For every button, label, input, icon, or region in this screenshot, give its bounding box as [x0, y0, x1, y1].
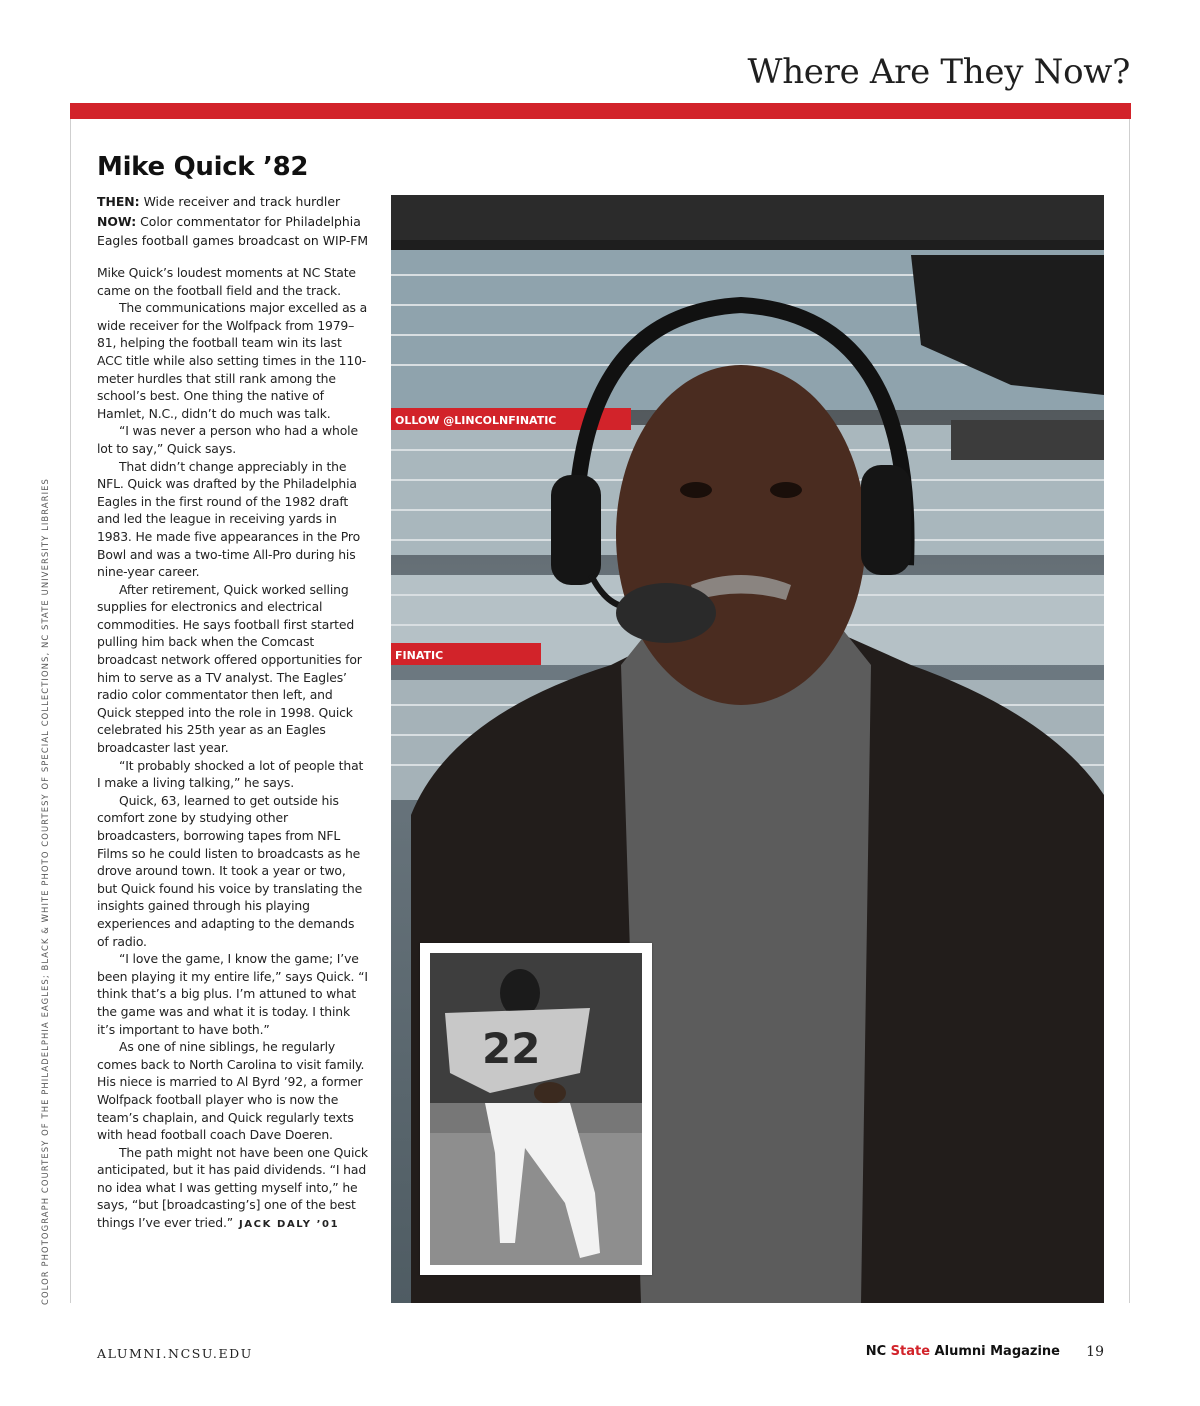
right-eye [770, 482, 802, 498]
football-icon [534, 1082, 566, 1104]
paragraph: Mike Quick’s loudest moments at NC State came on the football field and the track. [97, 265, 356, 298]
brand-state: State [890, 1344, 931, 1359]
footer-url: ALUMNI.NCSU.EDU [97, 1346, 253, 1361]
article-body [97, 264, 369, 1234]
jersey-number: 22 [482, 1024, 541, 1073]
now-line [97, 212, 369, 250]
paragraph: “I was never a person who had a whole lot to say,” Quick says. [97, 423, 358, 456]
headset-ear-right [861, 465, 911, 575]
booth-frame [391, 240, 1104, 250]
brand-nc: NC [865, 1344, 891, 1359]
byline: JACK DALY ’01 [239, 1219, 340, 1231]
brand-rest: Alumni Magazine [930, 1344, 1060, 1359]
inset-photo-illustration [430, 953, 642, 1265]
face [616, 365, 866, 705]
paragraph: That didn’t change appreciably in the NFL. Quick was drafted by the Philadelphia Eagles in the first round of the 1982 draft and led the league in receiving yards in 1983. He made five appearances in the Pro Bowl and was a two-time All-Pro during his nine-year career. [97, 458, 361, 580]
photo-credit: COLOR PHOTOGRAPH COURTESY OF THE PHILADELPHIA EAGLES; BLACK & WHITE PHOTO COURTESY OF SPECIAL COLLECTIONS, NC STATE UNIVERSITY LIBRARIES [40, 478, 50, 1305]
frame-rule-right [1129, 119, 1130, 1303]
paragraph: Quick, 63, learned to get outside his comfort zone by studying other broadcasters, borrowing tapes from NFL Films so he could listen to broadcasts as he drove around town. It took a year or two, but Quick found his voice by translating the insights gained through his playing experiences and adapting to the demands of radio. [97, 792, 363, 949]
header-red-rule [70, 103, 1131, 119]
article-column [97, 152, 369, 1234]
paragraph-last-text: The path might not have been one Quick anticipated, but it has paid dividends. “I had no idea what I was getting myself into,” he says, “but [broadcasting’s] one of the best things I’ve ever tried.” [97, 1144, 368, 1231]
then-label: THEN: [97, 194, 140, 209]
microphone-icon [616, 583, 716, 643]
banner-text-upper: OLLOW @LINCOLNFINATIC [395, 414, 557, 427]
now-label: NOW: [97, 214, 137, 229]
article-headline: Mike Quick ’82 [97, 152, 309, 182]
banner-text-lower: FINATIC [395, 649, 444, 662]
sweater [621, 615, 871, 1303]
then-text: Wide receiver and track hurdler [143, 194, 341, 209]
paragraph-last [97, 1144, 369, 1234]
paragraph: The communications major excelled as a wide receiver for the Wolfpack from 1979–81, helping the football team win its last ACC title while also setting times in the 110-meter hurdles that still rank among the school’s best. One thing the native of Hamlet, N.C., didn’t do much was talk. [97, 300, 368, 421]
footer-brand [866, 1344, 1060, 1359]
frame-rule-left [70, 119, 71, 1303]
section-title: Where Are They Now? [747, 52, 1130, 92]
paragraph: “I love the game, I know the game; I’ve been playing it my entire life,” says Quick. “I think that’s a big plus. I’m attuned to what the game was and what it is today. I think it’s important to have both.” [97, 951, 368, 1037]
paragraph: “It probably shocked a lot of people that I make a living talking,” he says. [97, 757, 364, 791]
paragraph: As one of nine siblings, he regularly comes back to North Carolina to visit family. His niece is married to Al Byrd ’92, a former Wolfpack football player who is now the team’s chaplain, and Quick regularly texts with head football coach Dave Doeren. [97, 1039, 365, 1143]
mic-equipment [951, 420, 1104, 460]
page-number: 19 [1086, 1344, 1104, 1360]
paragraph: After retirement, Quick worked selling supplies for electronics and electrical commodities. He says football first started pulling him back when the Comcast broadcast network offered opportunities for him to serve as a TV analyst. The Eagles’ radio color commentator then left, and Quick stepped into the role in 1998. Quick celebrated his 25th year as an Eagles broadcaster last year. [97, 581, 362, 756]
left-eye [680, 482, 712, 498]
headset-ear-left [551, 475, 601, 585]
player-head [500, 969, 540, 1017]
then-line [97, 192, 369, 211]
inset-photo [420, 943, 652, 1275]
now-text: Color commentator for Philadelphia Eagles football games broadcast on WIP-FM [97, 214, 369, 248]
